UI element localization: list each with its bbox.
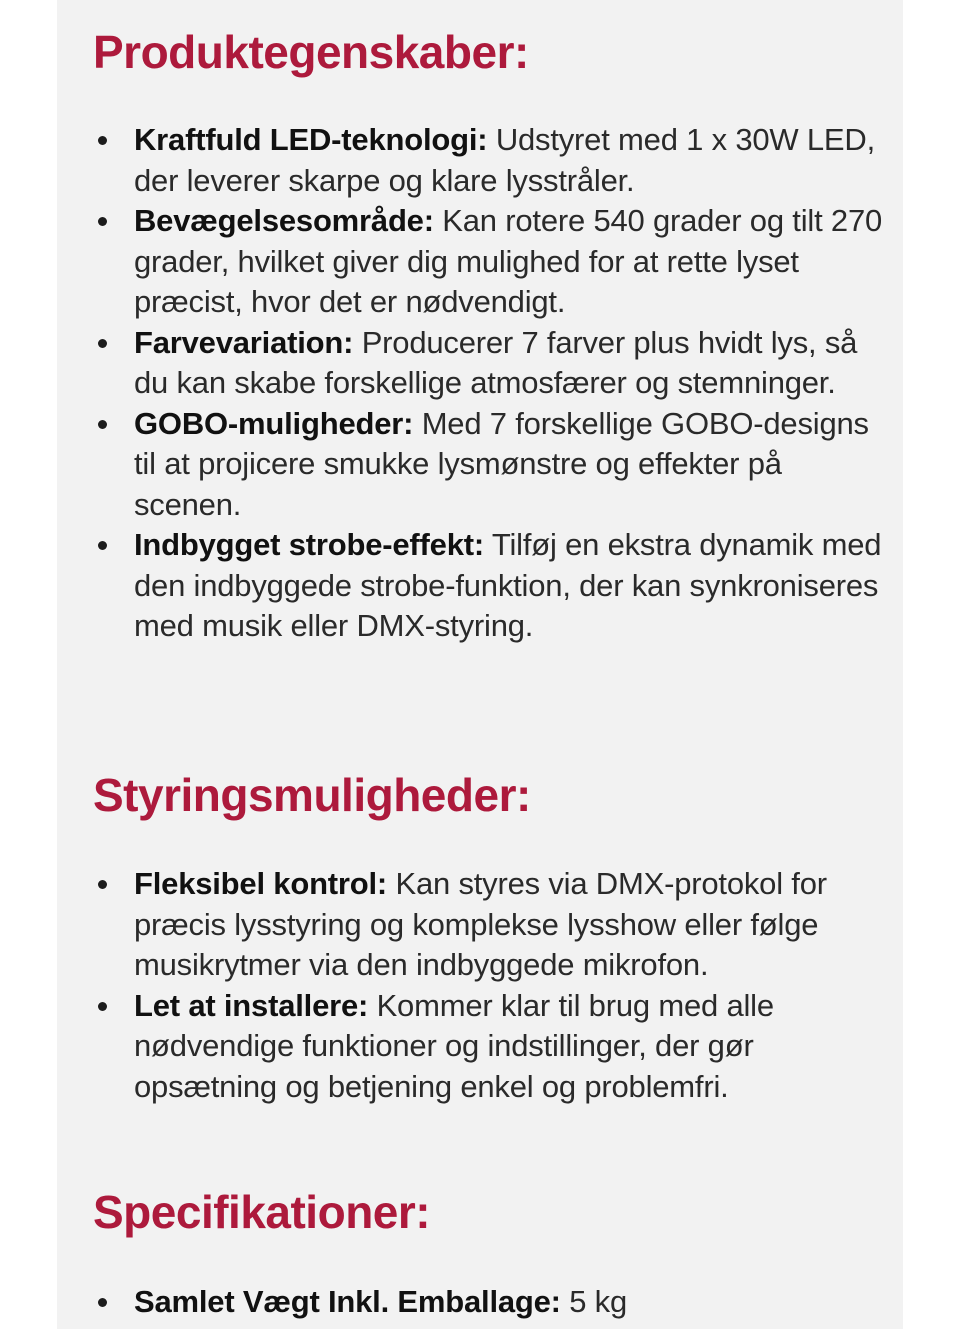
item-term: Fleksibel kontrol: (134, 866, 388, 901)
item-text: Kommer klar til brug med alle nødvendige funktioner og indstillinger, der gør opsætning og betjening enkel og problemfri. (134, 987, 774, 1104)
item-term: Kraftfuld LED-teknologi: (134, 122, 488, 157)
section-heading-specifikationer: Specifikationer: (93, 1186, 431, 1238)
list-item (93, 864, 883, 986)
item-text: Kan styres via DMX-protokol for præcis lysstyring og komplekse lysshow eller følge musikrytmer via den indbyggede mikrofon. (134, 866, 827, 982)
list-item (93, 323, 883, 404)
item-text: Tilføj en ekstra dynamik med den indbyggede strobe-funktion, der kan synkroniseres med musik eller DMX-styring. (134, 527, 882, 643)
item-term: Bevægelsesområde: (134, 203, 434, 238)
item-term: Farvevariation: (134, 324, 354, 360)
item-text: 5 kg (569, 1284, 628, 1319)
bullet-icon (98, 1002, 107, 1011)
bullet-icon (98, 1298, 107, 1307)
item-text: Udstyret med 1 x 30W LED, der leverer skarpe og klare lysstråler. (134, 122, 875, 198)
list-item (93, 120, 883, 201)
bullet-icon (98, 541, 107, 550)
spec-list (93, 1282, 883, 1323)
item-text: Med 7 forskellige GOBO-designs til at projicere smukke lysmønstre og effekter på scenen. (134, 405, 869, 522)
list-item (93, 404, 883, 526)
bullet-icon (98, 420, 107, 429)
bullet-icon (98, 217, 107, 226)
section-heading-produktegenskaber: Produktegenskaber: (93, 26, 529, 78)
list-item (93, 201, 883, 323)
item-term: Let at installere: (134, 987, 369, 1023)
bullet-icon (98, 339, 107, 348)
item-text: Kan rotere 540 grader og tilt 270 grader, hvilket giver dig mulighed for at rette lyset præcist, hvor det er nødvendigt. (134, 203, 883, 319)
list-item (93, 1282, 883, 1323)
bullet-icon (98, 136, 107, 145)
bullet-icon (98, 880, 107, 889)
item-text: Producerer 7 farver plus hvidt lys, så du kan skabe forskellige atmosfærer og stemninger. (134, 324, 858, 400)
section-heading-styringsmuligheder: Styringsmuligheder: (93, 769, 531, 821)
item-term: GOBO-muligheder: (134, 405, 414, 441)
item-term: Indbygget strobe-effekt: (134, 527, 484, 562)
control-list (93, 864, 883, 1107)
item-term: Samlet Vægt Inkl. Emballage: (134, 1284, 561, 1319)
content-panel (57, 0, 903, 1329)
feature-list (93, 120, 883, 647)
list-item (93, 986, 883, 1108)
list-item (93, 525, 883, 647)
